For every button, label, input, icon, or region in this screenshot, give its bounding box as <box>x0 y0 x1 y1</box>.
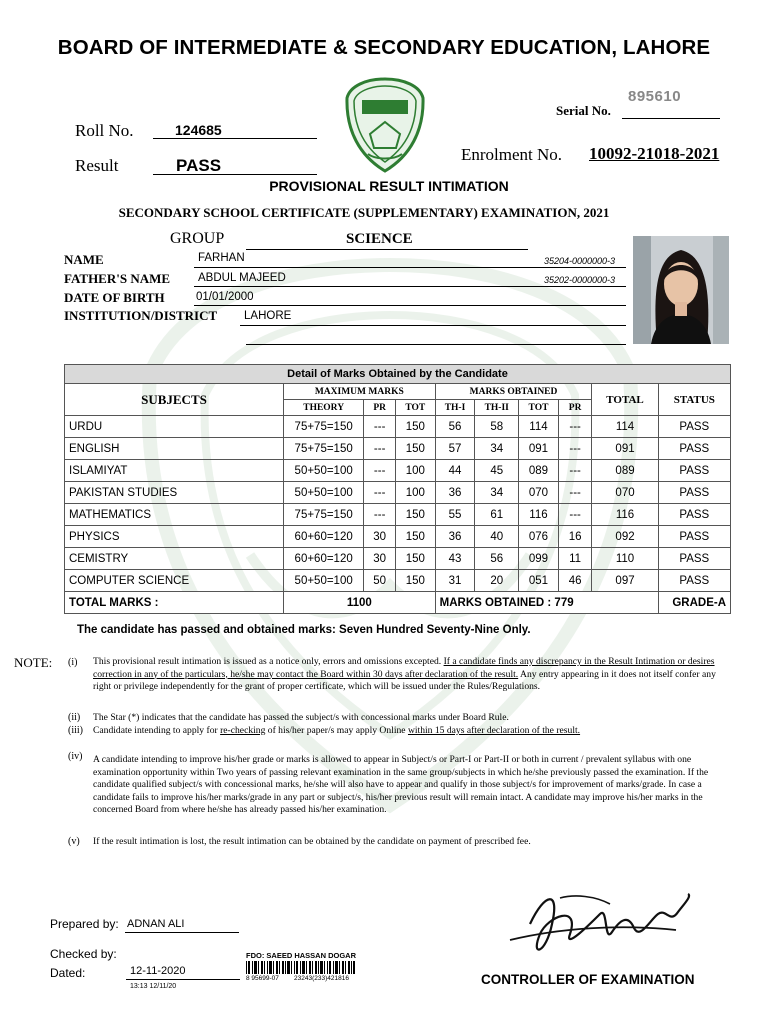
practical-max-cell: --- <box>364 482 396 504</box>
candidate-photo <box>633 236 729 344</box>
table-row <box>65 526 731 548</box>
table-row <box>65 416 731 438</box>
total-max-cell: 150 <box>395 570 435 592</box>
theory-max-cell: 50+50=100 <box>283 460 363 482</box>
table-row <box>65 504 731 526</box>
marks-table-caption: Detail of Marks Obtained by the Candidate <box>65 365 731 384</box>
marks-obtained-summary: MARKS OBTAINED : 779 <box>435 592 658 614</box>
exam-name: SECONDARY SCHOOL CERTIFICATE (SUPPLEMENTARY) EXAMINATION, 2021 <box>118 205 610 220</box>
obtained-total-cell: 076 <box>519 526 559 548</box>
subject-cell: CEMISTRY <box>65 548 284 570</box>
theory-2-cell: 56 <box>475 548 519 570</box>
theory-1-cell: 36 <box>435 526 475 548</box>
result-label: Result <box>75 156 119 175</box>
status-cell: PASS <box>658 482 730 504</box>
note-1-number: (i) <box>68 657 78 668</box>
dob-underline <box>194 305 626 306</box>
theory-max-cell: 50+50=100 <box>283 570 363 592</box>
theory-max-cell: 75+75=150 <box>283 504 363 526</box>
obtained-practical-cell: --- <box>558 504 592 526</box>
roll-label: Roll No. <box>75 121 134 140</box>
status-cell: PASS <box>658 548 730 570</box>
theory-2-cell: 34 <box>475 438 519 460</box>
note-1-text-a: This provisional result intimation is issued as a notice only, errors and omissions excepted. <box>93 656 442 667</box>
name-label: NAME <box>64 252 104 267</box>
enrolment-number: 10092-21018-2021 <box>589 144 720 163</box>
status-cell: PASS <box>658 526 730 548</box>
status-header: STATUS <box>658 384 730 416</box>
controller-title: CONTROLLER OF EXAMINATION <box>481 972 695 987</box>
note-5-number: (v) <box>68 836 80 847</box>
note-2: The Star (*) indicates that the candidate has passed the subject/s with concessional marks under Board Rule. <box>93 712 509 723</box>
total-max-cell: 100 <box>395 460 435 482</box>
prepared-by-label: Prepared by: <box>50 917 119 931</box>
total-max-cell: 100 <box>395 482 435 504</box>
roll-number: 124685 <box>175 122 222 138</box>
group-underline <box>246 249 528 250</box>
note-3 <box>93 725 633 738</box>
total-header: TOTAL <box>592 384 658 416</box>
prepared-by-name: ADNAN ALI <box>127 918 185 930</box>
th1-subheader: TH-I <box>435 400 475 416</box>
table-row <box>65 438 731 460</box>
barcode-left-number: 8 95699-07 <box>246 975 279 982</box>
obtained-practical-cell: --- <box>558 416 592 438</box>
practical-max-cell: --- <box>364 504 396 526</box>
grade-value: GRADE-A <box>658 592 730 614</box>
roll-underline <box>153 138 317 139</box>
father-underline <box>194 286 626 287</box>
subject-cell: PHYSICS <box>65 526 284 548</box>
theory-1-cell: 56 <box>435 416 475 438</box>
obtained-total-cell: 089 <box>519 460 559 482</box>
subject-cell: ENGLISH <box>65 438 284 460</box>
obtained-total-cell: 091 <box>519 438 559 460</box>
theory-1-cell: 43 <box>435 548 475 570</box>
subject-cell: ISLAMIYAT <box>65 460 284 482</box>
obtained-total-cell: 051 <box>519 570 559 592</box>
name-underline <box>194 267 626 268</box>
serial-number: 895610 <box>628 88 682 105</box>
tot-subheader: TOT <box>395 400 435 416</box>
total-marks-value: 1100 <box>283 592 435 614</box>
practical-max-cell: --- <box>364 460 396 482</box>
theory-subheader: THEORY <box>283 400 363 416</box>
signature-icon <box>500 884 700 964</box>
father-cnic: 35202-0000000-3 <box>544 275 616 285</box>
marks-table-body <box>65 416 731 592</box>
marks-obtained-header: MARKS OBTAINED <box>435 384 592 400</box>
table-row <box>65 460 731 482</box>
total-max-cell: 150 <box>395 504 435 526</box>
status-cell: PASS <box>658 438 730 460</box>
row-total-cell: 070 <box>592 482 658 504</box>
theory-2-cell: 45 <box>475 460 519 482</box>
total-max-cell: 150 <box>395 438 435 460</box>
practical-max-cell: 30 <box>364 526 396 548</box>
board-title: BOARD OF INTERMEDIATE & SECONDARY EDUCATION, LAHORE <box>57 36 711 59</box>
theory-2-cell: 61 <box>475 504 519 526</box>
theory-max-cell: 75+75=150 <box>283 416 363 438</box>
table-row <box>65 548 731 570</box>
obtained-pr-subheader: PR <box>558 400 592 416</box>
institution-underline <box>240 325 626 326</box>
practical-max-cell: 30 <box>364 548 396 570</box>
total-max-cell: 150 <box>395 548 435 570</box>
obtained-practical-cell: --- <box>558 482 592 504</box>
row-total-cell: 114 <box>592 416 658 438</box>
total-marks-label: TOTAL MARKS : <box>65 592 284 614</box>
status-cell: PASS <box>658 416 730 438</box>
total-max-cell: 150 <box>395 526 435 548</box>
theory-1-cell: 55 <box>435 504 475 526</box>
note-3-number: (iii) <box>68 725 83 736</box>
institution-label: INSTITUTION/DISTRICT <box>64 308 218 323</box>
pr-subheader: PR <box>364 400 396 416</box>
subject-cell: COMPUTER SCIENCE <box>65 570 284 592</box>
candidate-cnic: 35204-0000000-3 <box>544 256 616 266</box>
note-3-underlined-1: re-checking <box>220 725 266 736</box>
dated-label: Dated: <box>50 966 86 980</box>
theory-max-cell: 60+60=120 <box>283 548 363 570</box>
father-label: FATHER'S NAME <box>64 271 171 286</box>
note-1-text-b: Any entry appearing in it does not itself confer any right or privilege independently for the grant of proper certificate, which will be issued under the Rules/Regulations. <box>93 668 716 692</box>
enrolment-label: Enrolment No. <box>461 145 563 164</box>
obtained-total-cell: 116 <box>519 504 559 526</box>
serial-underline <box>622 118 720 119</box>
note-4: A candidate intending to improve his/her grade or marks is allowed to appear in Subject/s or Part-I or Part-II or both in current / prevalent syllabus with one examination opportunity within Two years of passing relevant examination in the same group/subjects in which he/she previously passed the examination. If the candidate qualified subject/s with concessional marks, he/she will also have to appear and qualify in those subject/s for improvement of marks/grade. In case a candidate fails to improve his/her marks/grade in any part or subject/s, his/her previous result will remain intact. A candidate may improve his/her marks in the concerned Board from where he/she has already passed his/her examination. <box>93 754 709 815</box>
theory-1-cell: 44 <box>435 460 475 482</box>
obtained-practical-cell: 16 <box>558 526 592 548</box>
person-photo-icon <box>633 236 729 344</box>
obtained-total-cell: 099 <box>519 548 559 570</box>
max-marks-header: MAXIMUM MARKS <box>283 384 435 400</box>
theory-2-cell: 34 <box>475 482 519 504</box>
row-total-cell: 097 <box>592 570 658 592</box>
institution-value: LAHORE <box>244 310 292 322</box>
row-total-cell: 116 <box>592 504 658 526</box>
status-cell: PASS <box>658 570 730 592</box>
document-title: PROVISIONAL RESULT INTIMATION <box>269 178 509 194</box>
obtained-practical-cell: --- <box>558 438 592 460</box>
date-of-birth: 01/01/2000 <box>196 291 254 303</box>
theory-max-cell: 50+50=100 <box>283 482 363 504</box>
obtained-practical-cell: 46 <box>558 570 592 592</box>
theory-2-cell: 40 <box>475 526 519 548</box>
theory-2-cell: 58 <box>475 416 519 438</box>
note-1-underlined: If a candidate finds any discrepancy in the Result Intimation or desires correction in any of the particulars, he/she may contact the Board within 30 days after declaration of the result. <box>93 656 715 680</box>
dob-label: DATE OF BIRTH <box>64 290 165 305</box>
barcode-icon <box>246 961 356 974</box>
passed-statement: The candidate has passed and obtained marks: Seven Hundred Seventy-Nine Only. <box>77 624 531 636</box>
note-4-number: (iv) <box>68 751 83 762</box>
marks-table <box>64 364 731 614</box>
fdo-name: FDO: SAEED HASSAN DOGAR <box>246 951 357 960</box>
th2-subheader: TH-II <box>475 400 519 416</box>
obtained-practical-cell: --- <box>558 460 592 482</box>
theory-max-cell: 60+60=120 <box>283 526 363 548</box>
theory-1-cell: 36 <box>435 482 475 504</box>
theory-1-cell: 57 <box>435 438 475 460</box>
theory-2-cell: 20 <box>475 570 519 592</box>
status-cell: PASS <box>658 504 730 526</box>
dated-value: 12-11-2020 <box>130 965 186 977</box>
obtained-total-cell: 114 <box>519 416 559 438</box>
note-1 <box>93 656 723 694</box>
total-max-cell: 150 <box>395 416 435 438</box>
obtained-tot-subheader: TOT <box>519 400 559 416</box>
print-timestamp: 13:13 12/11/20 <box>130 983 177 990</box>
group-label: GROUP <box>170 230 225 247</box>
table-row <box>65 570 731 592</box>
barcode-right-number: 23243(233)421816 <box>294 975 349 982</box>
obtained-total-cell: 070 <box>519 482 559 504</box>
note-label: NOTE: <box>14 655 53 670</box>
status-cell: PASS <box>658 460 730 482</box>
obtained-practical-cell: 11 <box>558 548 592 570</box>
table-row <box>65 482 731 504</box>
row-total-cell: 091 <box>592 438 658 460</box>
row-total-cell: 089 <box>592 460 658 482</box>
note-3-text-a: Candidate intending to apply for <box>93 725 218 736</box>
practical-max-cell: --- <box>364 438 396 460</box>
board-logo-icon <box>344 76 426 174</box>
serial-label: Serial No. <box>556 103 611 118</box>
father-name: ABDUL MAJEED <box>198 272 286 284</box>
practical-max-cell: 50 <box>364 570 396 592</box>
note-2-number: (ii) <box>68 712 81 723</box>
checked-by-label: Checked by: <box>50 947 117 961</box>
group-value: SCIENCE <box>346 231 413 247</box>
subjects-header: SUBJECTS <box>65 384 284 416</box>
row-total-cell: 110 <box>592 548 658 570</box>
note-3-underlined-2: within 15 days after declaration of the result. <box>407 725 581 736</box>
subject-cell: MATHEMATICS <box>65 504 284 526</box>
practical-max-cell: --- <box>364 416 396 438</box>
subject-cell: URDU <box>65 416 284 438</box>
subject-cell: PAKISTAN STUDIES <box>65 482 284 504</box>
candidate-name: FARHAN <box>198 252 245 264</box>
note-3-text-b: of his/her paper/s may apply Online <box>267 725 406 736</box>
institution-underline-2 <box>246 344 626 345</box>
theory-max-cell: 75+75=150 <box>283 438 363 460</box>
prepared-underline <box>125 932 239 933</box>
result-value: PASS <box>176 156 222 175</box>
theory-1-cell: 31 <box>435 570 475 592</box>
dated-underline <box>126 979 240 980</box>
note-5: If the result intimation is lost, the result intimation can be obtained by the candidate on payment of prescribed fee. <box>93 836 531 847</box>
row-total-cell: 092 <box>592 526 658 548</box>
